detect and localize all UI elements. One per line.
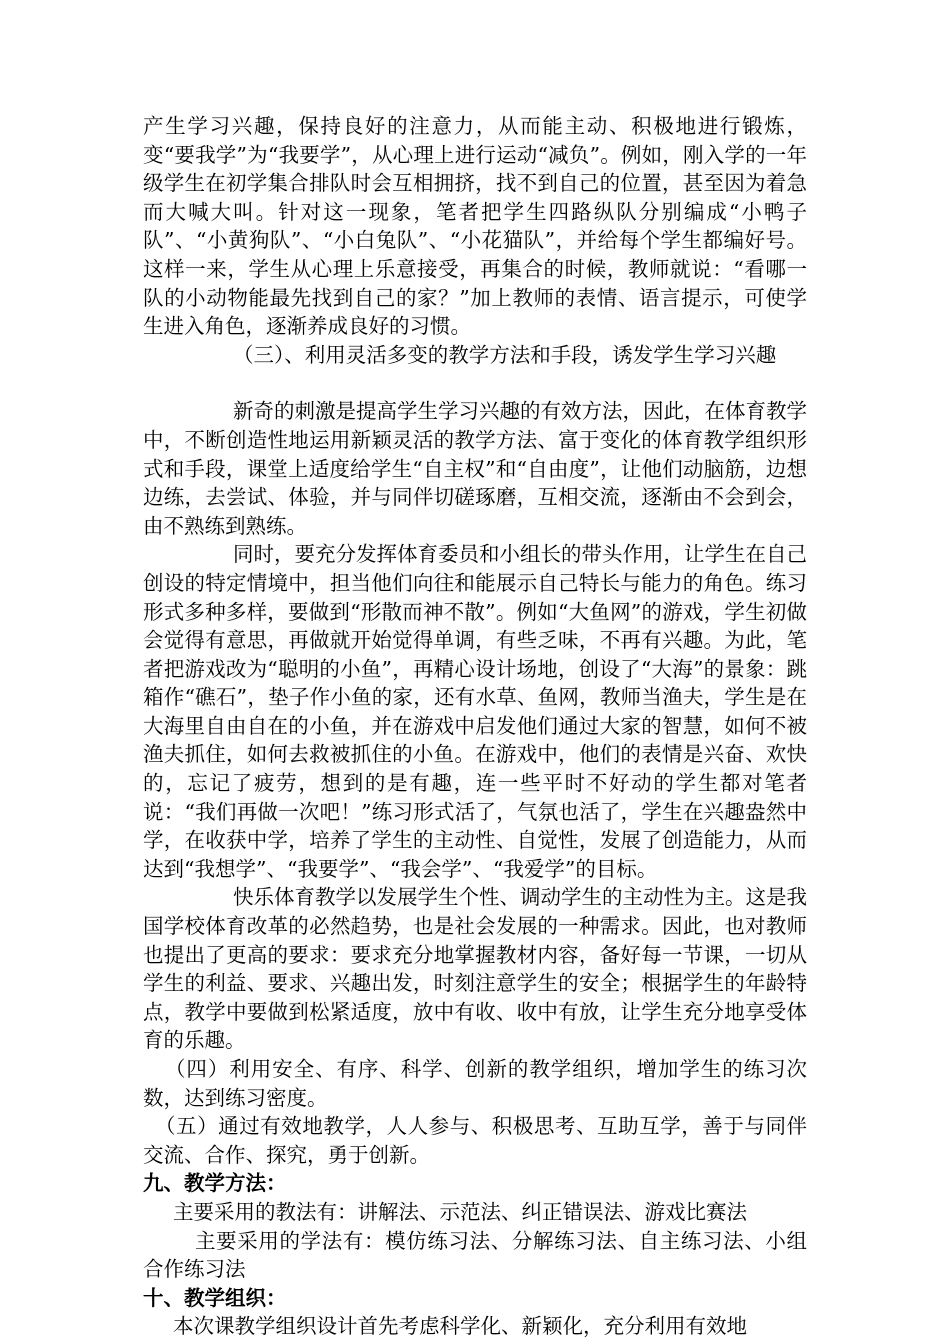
paragraph-fish-game: 同时，要充分发挥体育委员和小组长的带头作用，让学生在自己创设的特定情境中，担当他们向往和能展示自己特长与能力的角色。练习形式多种多样，要做到“形散而神不散”。例如“大鱼网”的游戏，学生初做会觉得有意思，再做就开始觉得单调，有些乏味，不再有兴趣。为此，笔者把游戏改为“聪明的小鱼”，再精心设计场地，创设了“大海”的景象：跳箱作“礁石”，垫子作小鱼的家，还有水草、鱼网，教师当渔夫，学生是在大海里自由自在的小鱼，并在游戏中启发他们通过大家的智慧，如何不被渔夫抓住，如何去救被抓住的小鱼。在游戏中，他们的表情是兴奋、欢快的，忘记了疲劳，想到的是有趣，连一些平时不好动的学生都对笔者说：“我们再做一次吧！”练习形式活了，气氛也活了，学生在兴趣盎然中学，在收获中学，培养了学生的主动性、自觉性，发展了创造能力，从而达到“我想学”、“我要学”、“我会学”、“我爱学”的目标。 [143,542,807,881]
section-heading-4: （四）利用安全、有序、科学、创新的教学组织，增加学生的练习次数，达到练习密度。 [143,1057,807,1110]
section-heading-5: （五）通过有效地教学，人人参与、积极思考、互助互学，善于与同伴交流、合作、探究，勇于创新。 [143,1114,807,1167]
paragraph-happy-pe: 快乐体育教学以发展学生个性、调动学生的主动性为主。这是我国学校体育改革的必然趋势，也是社会发展的一种需求。因此，也对教师也提出了更高的要求：要求充分地掌握教材内容，备好每一节课，一切从学生的利益、要求、兴趣出发，时刻注意学生的安全；根据学生的年龄特点，教学中要做到松紧适度，放中有收、收中有放，让学生充分地享受体育的乐趣。 [143,885,807,1053]
heading-teaching-methods: 九、教学方法： [143,1171,287,1196]
heading-teaching-organization: 十、教学组织： [143,1285,287,1310]
blank-line [143,369,807,397]
document-body [143,112,807,1341]
paragraph-novel-stimulus: 新奇的刺激是提高学生学习兴趣的有效方法，因此，在体育教学中，不断创造性地运用新颖灵活的教学方法、富于变化的体育教学组织形式和手段，课堂上适度给学生“自主权”和“自由度”，让他们动脑筋，边想边练，去尝试、体验，并与同伴切磋琢磨，互相交流，逐渐由不会到会，由不熟练到熟练。 [143,399,807,538]
section-heading-3: （三）、利用灵活多变的教学方法和手段，诱发学生学习兴趣 [233,342,777,367]
learning-methods-list: 主要采用的学法有：模仿练习法、分解练习法、自主练习法、小组合作练习法 [143,1228,807,1282]
paragraph-interest-intro: 产生学习兴趣，保持良好的注意力，从而能主动、积极地进行锻炼，变“要我学”为“我要学”，从心理上进行运动“减负”。例如，刚入学的一年级学生在初学集合排队时会互相拥挤，找不到自己的位置，甚至因为着急而大喊大叫。针对这一现象，笔者把学生四路纵队分别编成“小鸭子队”、“小黄狗队”、“小白兔队”、“小花猫队”，并给每个学生都编好号。这样一来，学生从心理上乐意接受，再集合的时候，教师就说：“看哪一队的小动物能最先找到自己的家？”加上教师的表情、语言提示，可使学生进入角色，逐渐养成良好的习惯。 [143,114,807,339]
teaching-methods-list: 主要采用的教法有：讲解法、示范法、纠正错误法、游戏比赛法 [173,1199,747,1224]
paragraph-organization: 本次课教学组织设计首先考虑科学化、新颖化，充分利用有效地 [173,1314,747,1339]
